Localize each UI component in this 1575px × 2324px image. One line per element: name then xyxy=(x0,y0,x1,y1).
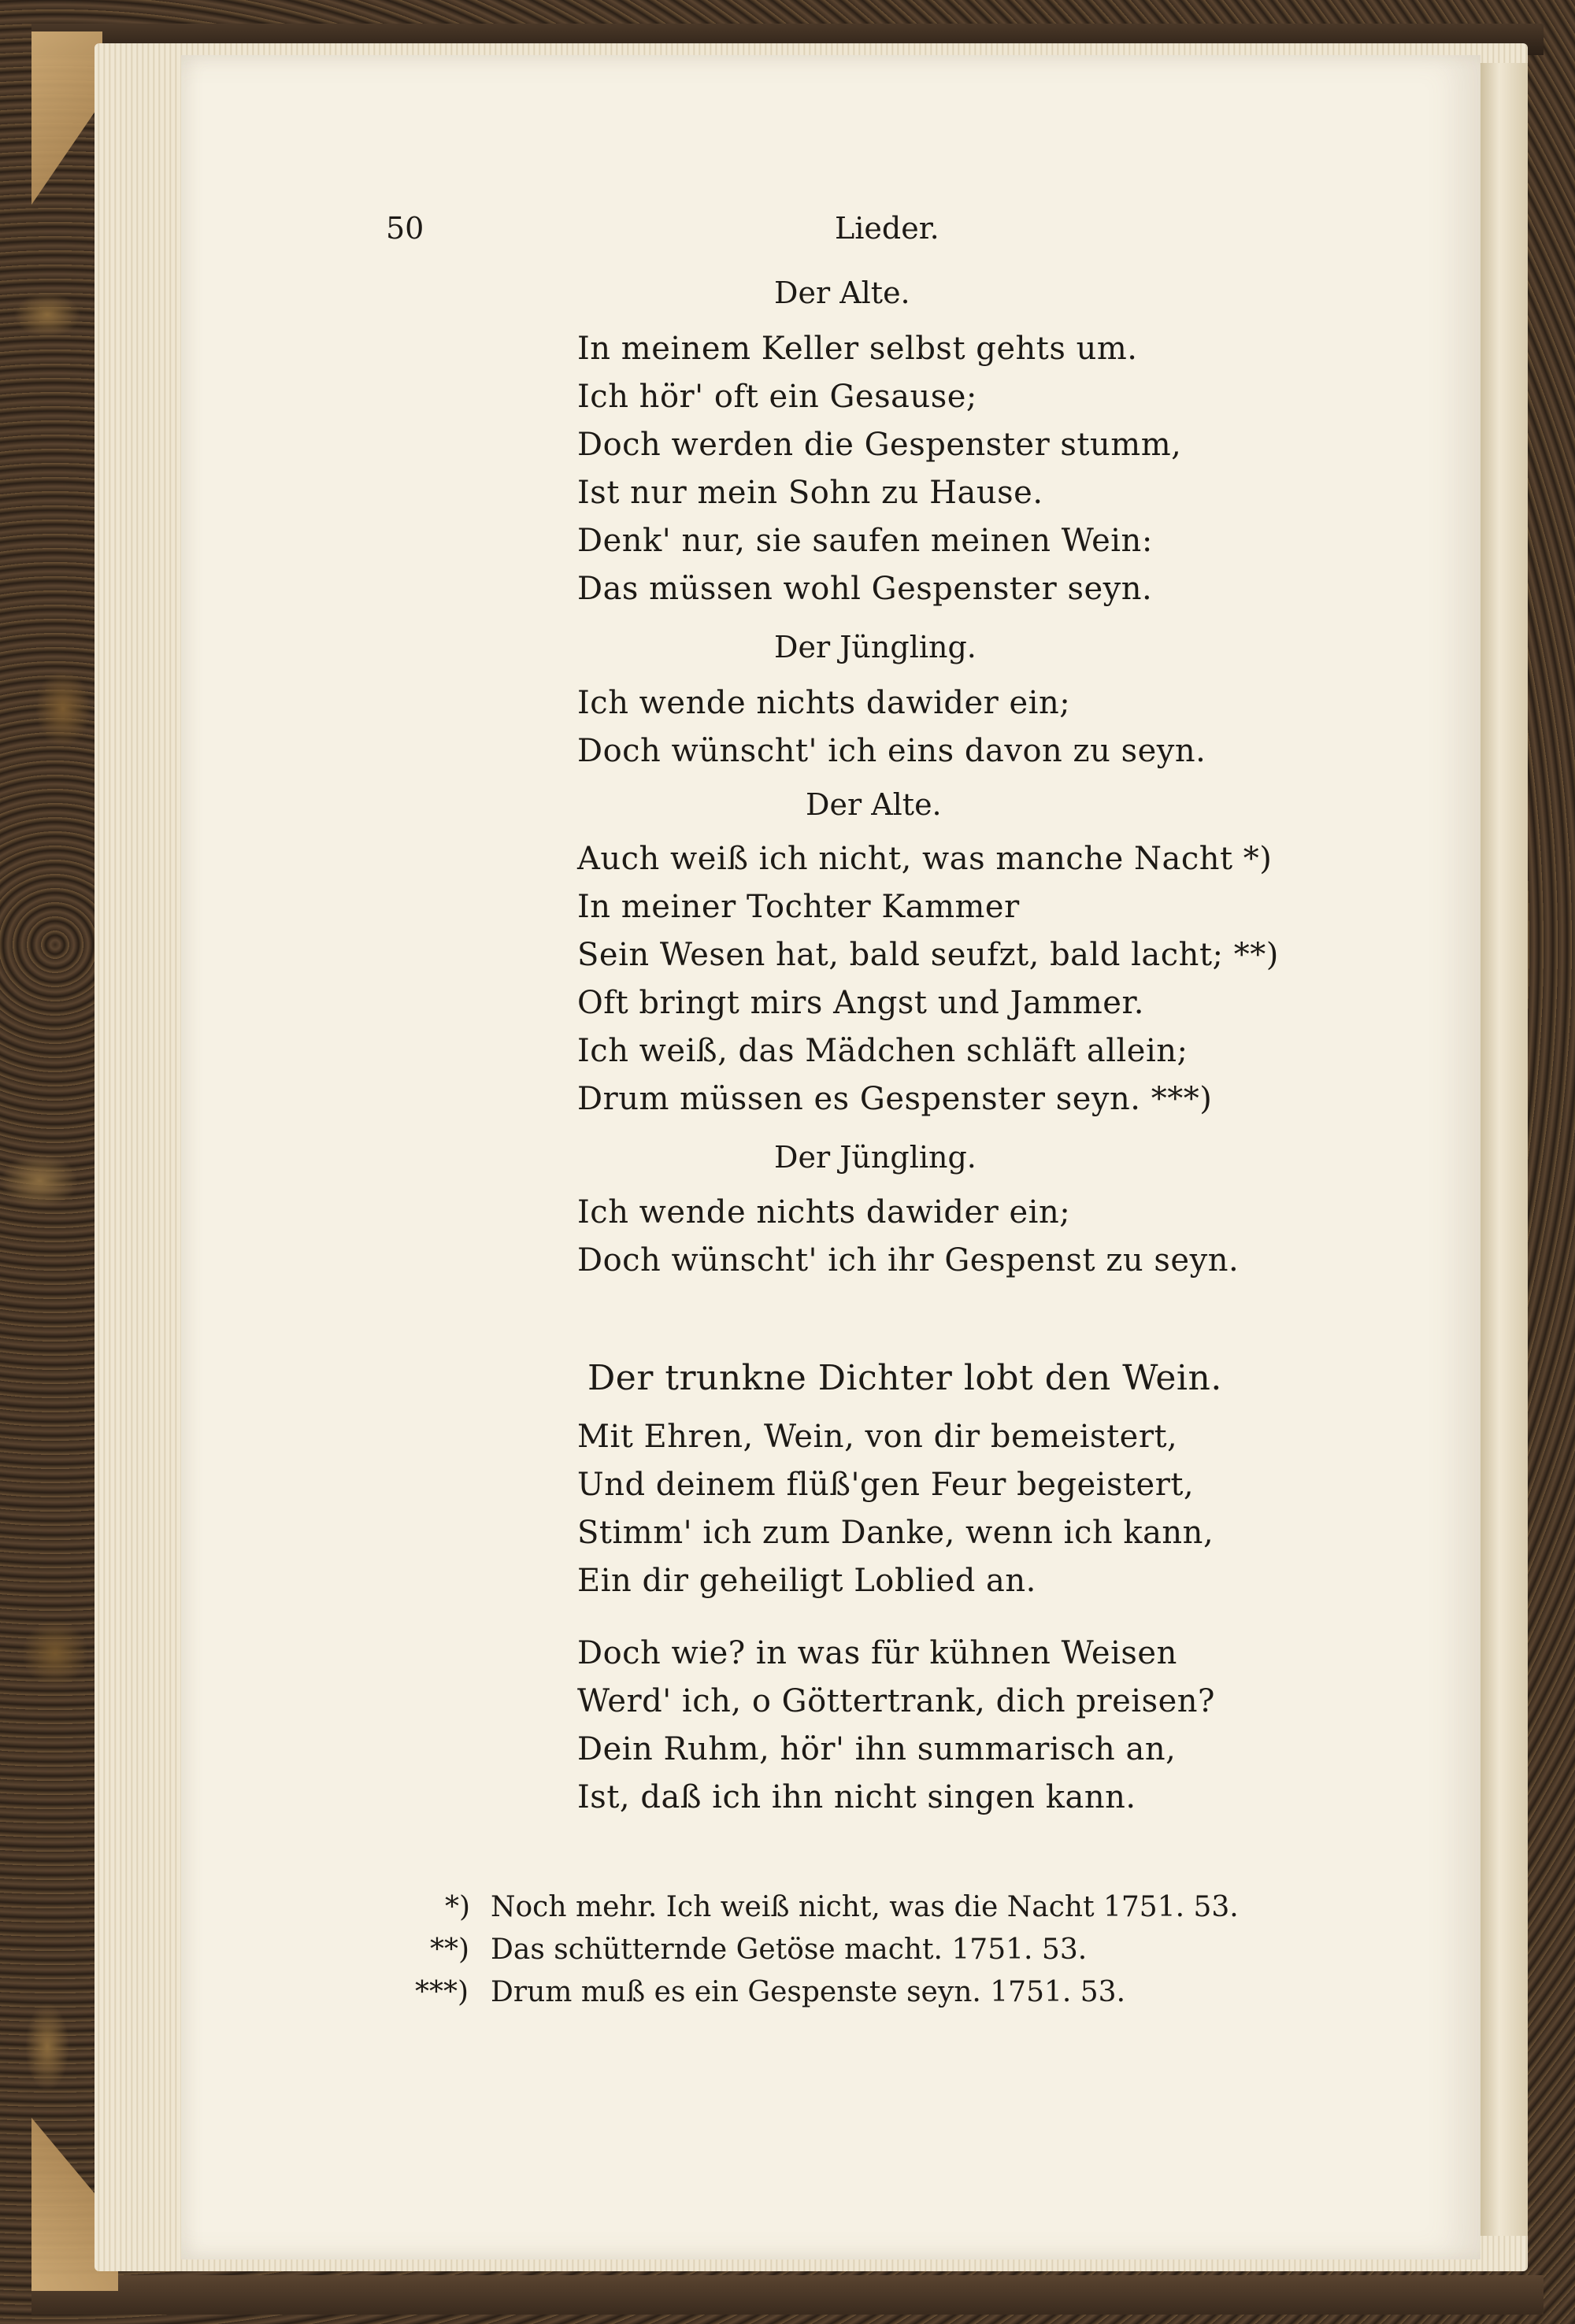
verse-line: Dein Ruhm, hör' ihn summarisch an, xyxy=(577,1731,1177,1767)
verse-line: In meiner Tochter Kammer xyxy=(577,889,1020,925)
verse-line: Ist nur mein Sohn zu Hause. xyxy=(577,475,1043,511)
verse-line: Ich hör' oft ein Gesause; xyxy=(577,379,977,415)
verse-line: In meinem Keller selbst gehts um. xyxy=(577,331,1138,367)
verse-line: Doch wünscht' ich ihr Gespenst zu seyn. xyxy=(577,1242,1240,1279)
verse-line: Sein Wesen hat, bald seufzt, bald lacht; **) xyxy=(577,937,1279,973)
verse-line: Auch weiß ich nicht, was manche Nacht *) xyxy=(577,841,1273,877)
verse-line: Drum müssen es Gespenster seyn. ***) xyxy=(577,1081,1213,1117)
speaker-heading: Der Jüngling. xyxy=(774,1140,976,1175)
verse-line: Werd' ich, o Göttertrank, dich preisen? xyxy=(577,1683,1215,1719)
footnote-text: Drum muß es ein Gespenste seyn. 1751. 53. xyxy=(491,1976,1126,2008)
verse-line: Und deinem flüß'gen Feur begeistert, xyxy=(577,1467,1195,1503)
speaker-heading: Der Jüngling. xyxy=(774,630,976,664)
footnote-text: Das schütternde Getöse macht. 1751. 53. xyxy=(491,1934,1088,1966)
verse-line: Ich wende nichts dawider ein; xyxy=(577,685,1071,721)
footnote-mark: **) xyxy=(430,1934,470,1966)
footnote-text: Noch mehr. Ich weiß nicht, was die Nacht 1751. 53. xyxy=(491,1891,1239,1923)
verse-line: Ist, daß ich ihn nicht singen kann. xyxy=(577,1779,1136,1815)
verse-line: Das müssen wohl Gespenster seyn. xyxy=(577,571,1153,607)
footnote-mark: *) xyxy=(445,1891,471,1923)
running-title: Lieder. xyxy=(835,211,939,246)
poem-title: Der trunkne Dichter lobt den Wein. xyxy=(587,1358,1222,1398)
verse-line: Doch wünscht' ich eins davon zu seyn. xyxy=(577,733,1206,769)
verse-line: Doch wie? in was für kühnen Weisen xyxy=(577,1635,1177,1671)
verse-line: Ich wende nichts dawider ein; xyxy=(577,1194,1071,1230)
verse-line: Mit Ehren, Wein, von dir bemeistert, xyxy=(577,1419,1178,1455)
verse-line: Ich weiß, das Mädchen schläft allein; xyxy=(577,1033,1188,1069)
book-gutter xyxy=(1480,63,1528,2236)
cover-bottom-edge xyxy=(32,2275,1544,2315)
verse-line: Ein dir geheiligt Loblied an. xyxy=(577,1563,1036,1599)
verse-line: Stimm' ich zum Danke, wenn ich kann, xyxy=(577,1515,1214,1551)
speaker-heading: Der Alte. xyxy=(774,276,910,310)
page-number: 50 xyxy=(386,211,424,246)
verse-line: Oft bringt mirs Angst und Jammer. xyxy=(577,985,1144,1021)
speaker-heading: Der Alte. xyxy=(806,787,942,822)
verse-line: Doch werden die Gespenster stumm, xyxy=(577,427,1182,463)
footnote-mark: ***) xyxy=(415,1976,469,2008)
verse-line: Denk' nur, sie saufen meinen Wein: xyxy=(577,523,1153,559)
